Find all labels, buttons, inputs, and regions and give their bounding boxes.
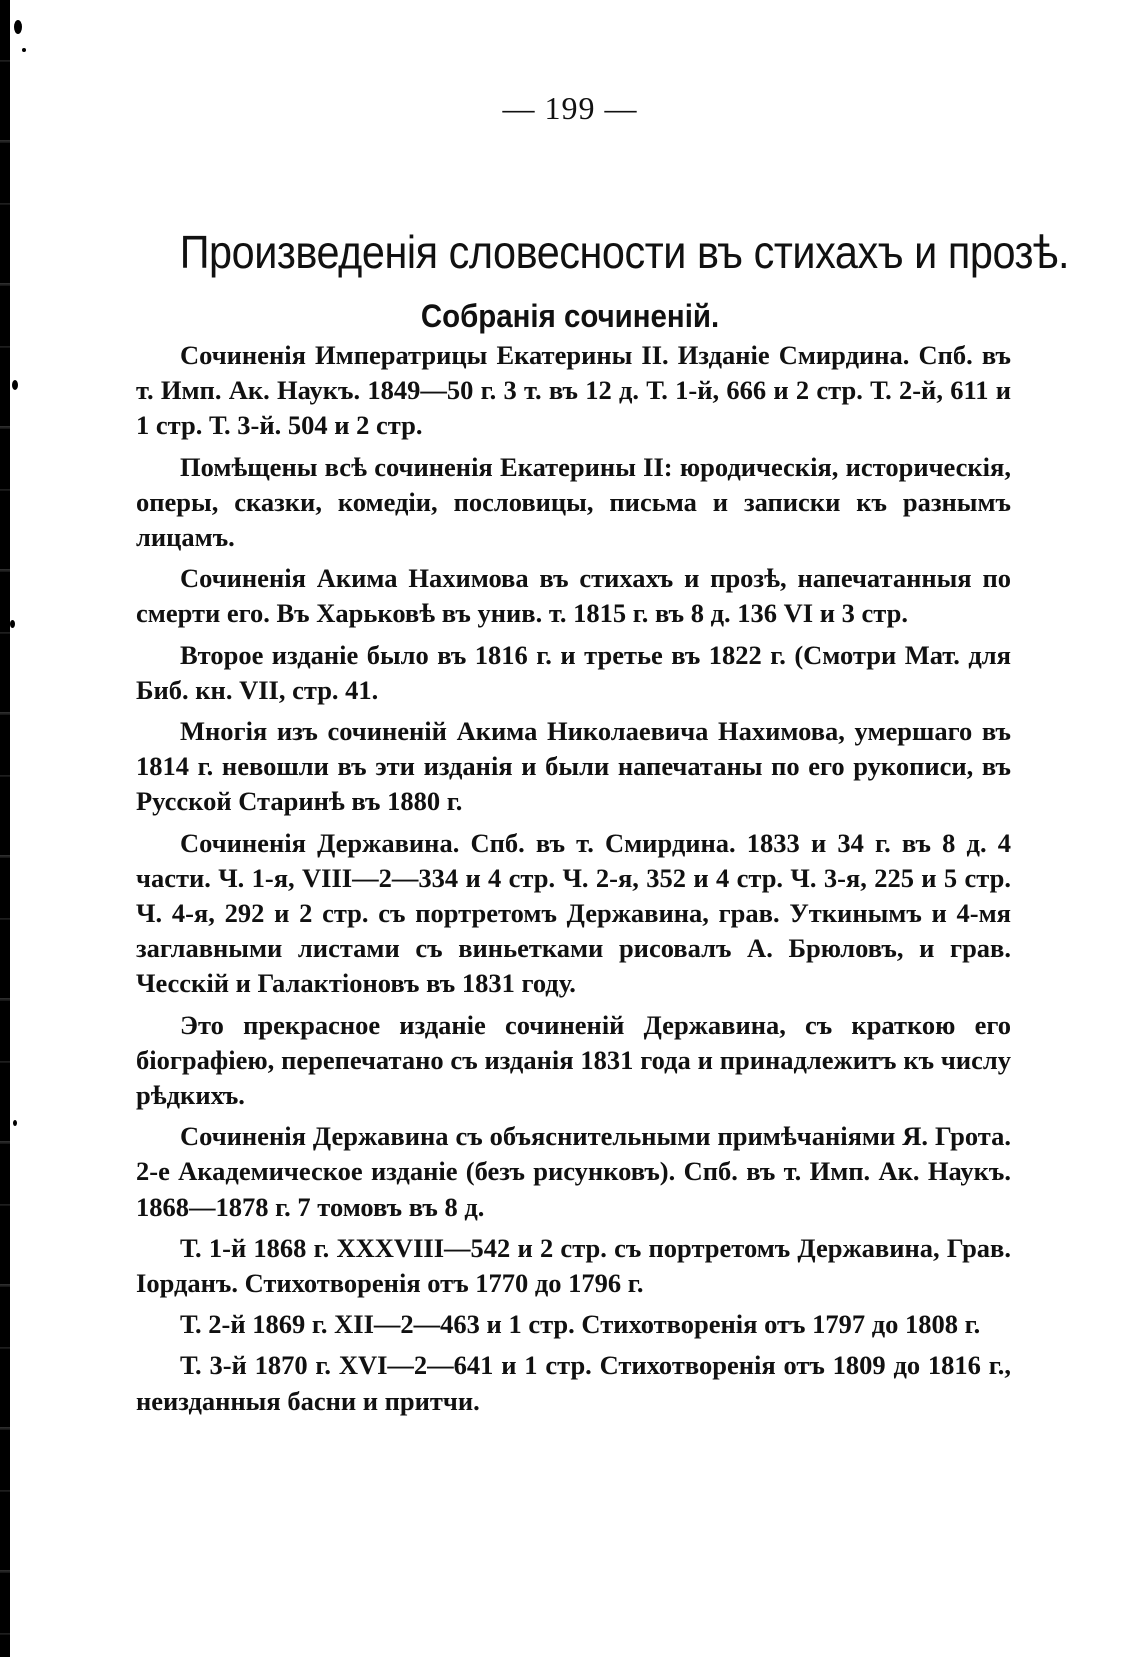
section-title: Произведенія словесности въ стихахъ и прозѣ. — [179, 226, 1070, 278]
entry-lead-word: Сочиненія — [180, 340, 306, 370]
entry-text: Т. 2-й 1869 г. XII—2—463 и 1 стр. Стихотворенія отъ 1797 до 1808 г. — [180, 1309, 981, 1340]
entry-text: Т. 1-й 1868 г. XXXVIII—542 и 2 стр. съ портретомъ Державина, Грав. Іорданъ. Стихотворенія отъ 1770 до 1796 г. — [136, 1232, 1011, 1299]
entry-paragraph — [136, 450, 1011, 556]
entry-paragraph — [136, 338, 1011, 444]
entry-text: Второе изданіе было въ 1816 г. и третье въ 1822 г. (Смотри Мат. для Биб. кн. VII, стр. 41. — [136, 639, 1011, 705]
entry-text: Державина съ объяснительными примѣчаніями Я. Грота. 2-е Академическое изданіе (безъ рисунковъ). Спб. въ т. Имп. Ак. Наукъ. 1868—1878 г. 7 томовъ въ 8 д. — [136, 1121, 1011, 1222]
entry-lead-word: Сочиненія — [180, 1121, 306, 1152]
entry-paragraph — [136, 1348, 1011, 1418]
entry-text: Т. 3-й 1870 г. XVI—2—641 и 1 стр. Стихотворенія отъ 1809 до 1816 г., неизданныя басни и притчи. — [136, 1350, 1011, 1416]
entry-paragraph — [136, 1119, 1011, 1225]
page-number: — 199 — — [502, 90, 638, 126]
scan-binding-edge — [0, 0, 10, 1657]
page-body — [136, 338, 1011, 1425]
entry-paragraph — [136, 1008, 1011, 1114]
entry-text: Это прекрасное изданіе сочиненій Державина, съ краткою его біографіею, перепечатано съ изданія 1831 года и принадлежитъ къ числу рѣдкихъ. — [136, 1009, 1011, 1111]
entry-lead-word: Сочиненія — [180, 563, 306, 594]
entry-text: Императрицы Екатерины II. Изданіе Смирдина. Спб. въ т. Имп. Ак. Наукъ. 1849—50 г. 3 т. въ 12 д. Т. 1-й, 666 и 2 стр. Т. 2-й, 611 и 1 стр. Т. 3-й. 504 и 2 стр. — [136, 340, 1011, 441]
subsection-title: Собранія сочиненій. — [420, 298, 720, 334]
entry-text: Акима Нахимова въ стихахъ и прозѣ, напечатанныя по смерти его. Въ Харьковѣ въ унив. т. 1815 г. въ 8 д. 136 VI и 3 стр. — [136, 563, 1011, 629]
entry-lead-word: Сочиненія — [180, 827, 306, 858]
entry-text: Многія изъ сочиненій Акима Николаевича Нахимова, умершаго въ 1814 г. невошли въ эти изданія и были напечатаны по его рукописи, въ Русской Старинѣ въ 1880 г. — [136, 716, 1011, 817]
entry-paragraph — [136, 826, 1011, 1002]
entry-text: Помѣщены всѣ сочиненія Екатерины II: юродическія, историческія, оперы, сказки, комедіи, пословицы, письма и записки къ разнымъ лицамъ. — [136, 451, 1011, 553]
entry-paragraph — [136, 638, 1011, 708]
entry-paragraph — [136, 561, 1011, 631]
entry-paragraph — [136, 1231, 1011, 1301]
scan-noise — [10, 0, 50, 1657]
entry-text: Державина. Спб. въ т. Смирдина. 1833 и 34 г. въ 8 д. 4 части. Ч. 1-я, VIII—2—334 и 4 стр. Ч. 2-я, 352 и 4 стр. Ч. 3-я, 225 и 5 стр. Ч. 4-я, 292 и 2 стр. съ портретомъ Державина, грав. Уткинымъ и 4-мя заглавными листами съ виньетками рисовалъ А. Брюловъ, и грав. Чесскій и Галактіоновъ въ 1831 году. — [136, 827, 1011, 999]
entry-paragraph — [136, 1307, 1011, 1342]
entry-paragraph — [136, 714, 1011, 820]
